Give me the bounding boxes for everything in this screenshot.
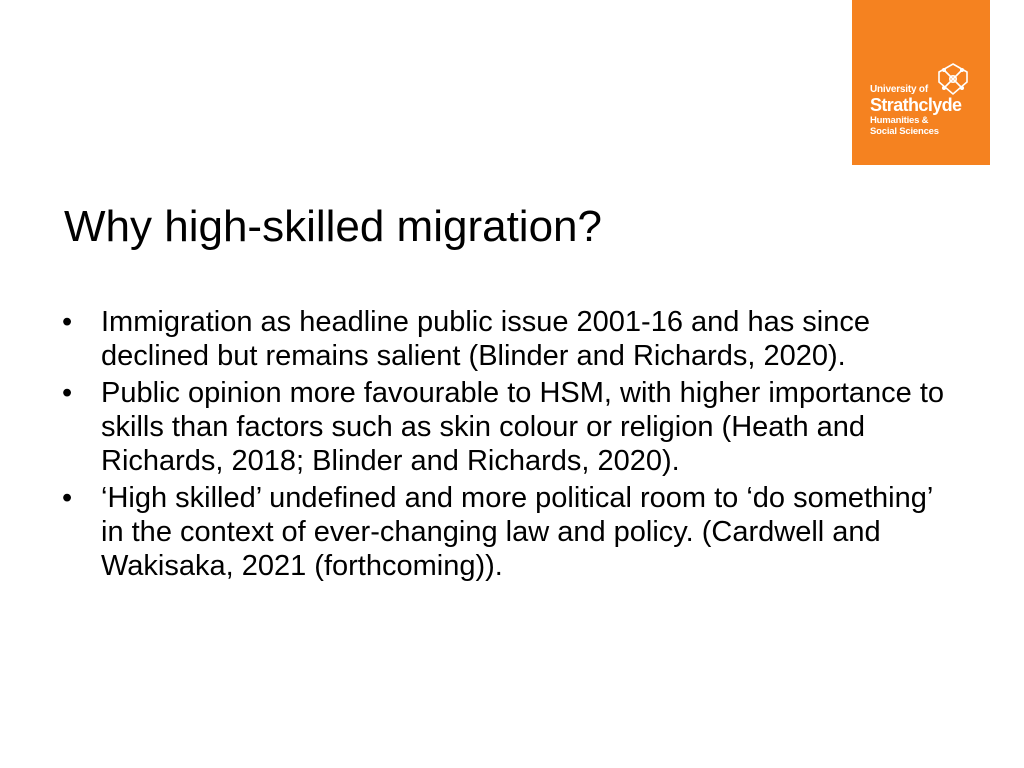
logo-line-strathclyde: Strathclyde <box>870 95 962 115</box>
bullet-item <box>62 481 962 583</box>
logo-line-humanities: Humanities & <box>870 115 929 126</box>
bullet-text: Immigration as headline public issue 2001-16 and has since declined but remains salient (Blinder and Richards, 2020). <box>101 306 870 372</box>
bullet-text: ‘High skilled’ undefined and more political room to ‘do something’ in the context of ever-changing law and policy. (Cardwell and Wakisaka, 2021 (forthcoming)). <box>101 482 933 582</box>
bullet-marker: • <box>62 306 73 338</box>
logo-line-social-sciences: Social Sciences <box>870 125 939 137</box>
bullet-marker: • <box>62 377 73 409</box>
logo-line-university-of: University of <box>870 84 928 95</box>
slide-title: Why high-skilled migration? <box>64 202 602 251</box>
bullet-marker: • <box>62 482 73 514</box>
bullet-list <box>62 305 962 586</box>
bullet-item <box>62 376 962 478</box>
bullet-text: Public opinion more favourable to HSM, with higher importance to skills than factors such as skin colour or religion (Heath and Richards, 2018; Blinder and Richards, 2020). <box>101 377 945 477</box>
university-logo <box>852 0 990 165</box>
logo-text <box>870 85 961 136</box>
bullet-item <box>62 305 962 373</box>
